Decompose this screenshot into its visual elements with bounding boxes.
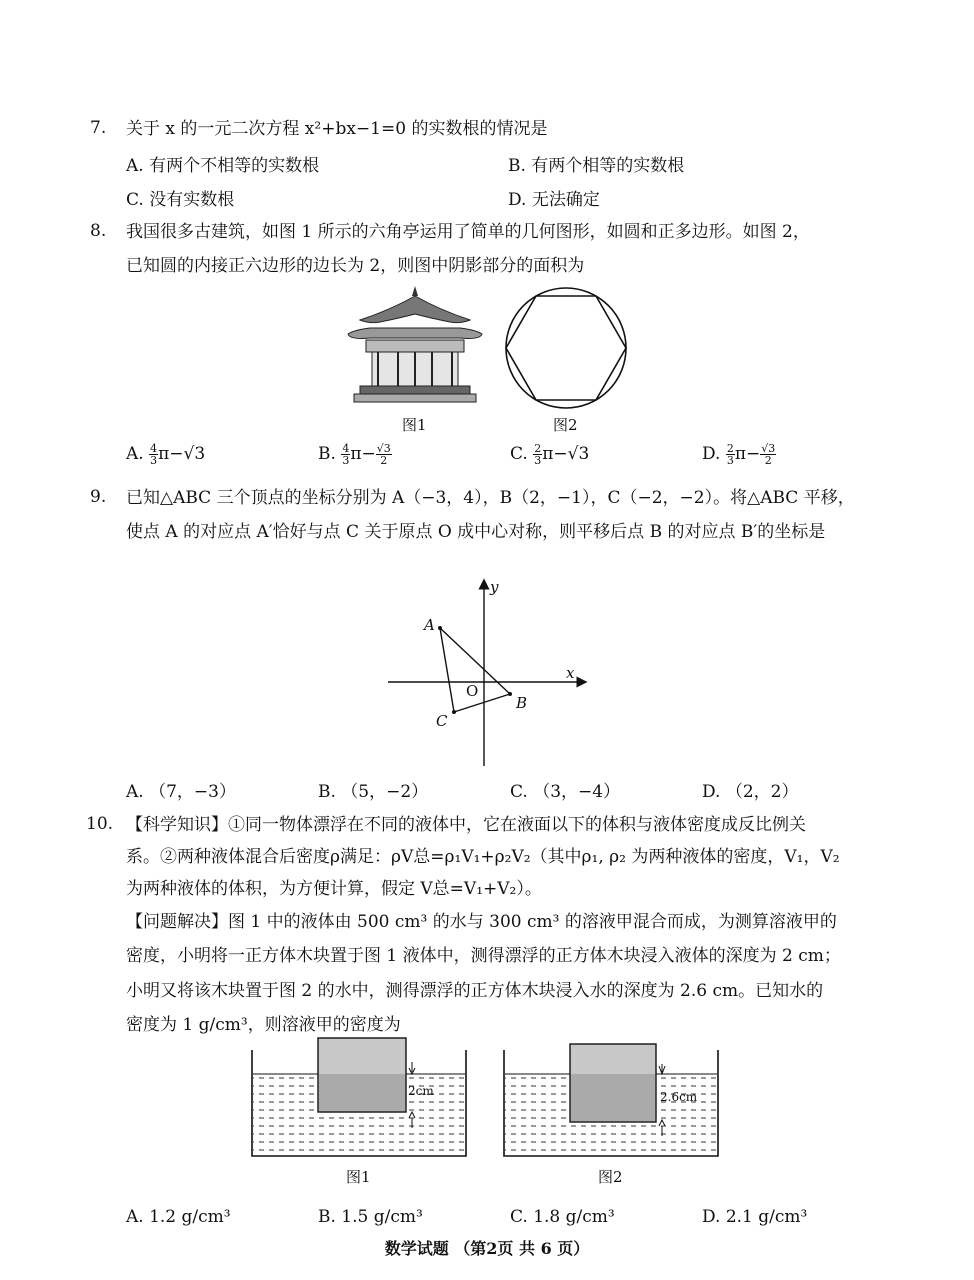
fig1-depth-label: 2cm [408, 1084, 434, 1098]
fig2-depth-label: 2.6cm [660, 1090, 698, 1104]
q8-option-a: A. $\frac{4}{3}$ π−√3 [126, 442, 206, 467]
q7-option-d: D. 无法确定 [508, 190, 600, 210]
point-b-label: B [516, 694, 528, 712]
q10-fig2-caption: 图2 [598, 1168, 623, 1186]
q9-number: 9. [90, 487, 107, 507]
q9-option-a: A. （7，−3） [126, 782, 236, 802]
q10-fig1-caption: 图1 [346, 1168, 371, 1186]
page-footer: 数学试题 （第2页 共 6 页） [384, 1239, 590, 1258]
q9-stem-line1: 已知△ABC 三个顶点的坐标分别为 A（−3，4），B（2，−1），C（−2，−2）。将△ABC 平移， [126, 488, 855, 508]
q8-number: 8. [90, 221, 107, 241]
origin-label: O [466, 682, 479, 700]
q8-option-c: C. $\frac{2}{3}$ π−√3 [510, 442, 590, 467]
q10-line7: 密度为 1 g/cm³，则溶液甲的密度为 [126, 1015, 401, 1035]
q10-line3: 为两种液体的体积，为方便计算，假定 V总=V₁+V₂）。 [126, 879, 542, 899]
q7-option-b: B. 有两个相等的实数根 [508, 156, 685, 176]
pavilion-figure [340, 280, 490, 412]
q9-option-d: D. （2，2） [702, 782, 799, 802]
q10-option-b: B. 1.5 g/cm³ [318, 1207, 423, 1227]
q9-option-b: B. （5，−2） [318, 782, 429, 802]
q8-stem-line1: 我国很多古建筑，如图 1 所示的六角亭运用了简单的几何图形，如圆和正多边形。如图 2， [126, 222, 810, 242]
x-axis-label: x [566, 664, 575, 682]
q7-stem: 关于 x 的一元二次方程 x²+bx−1=0 的实数根的情况是 [126, 119, 548, 139]
q8-stem-line2: 已知圆的内接正六边形的边长为 2，则图中阴影部分的面积为 [126, 256, 585, 276]
q10-number: 10. [86, 814, 114, 834]
q8-fig1-caption: 图1 [402, 416, 427, 434]
q8-fig2-caption: 图2 [553, 416, 578, 434]
coordinate-plane-figure [384, 576, 594, 770]
q10-option-c: C. 1.8 g/cm³ [510, 1207, 615, 1227]
q10-line5: 密度，小明将一正方体木块置于图 1 液体中，测得漂浮的正方体木块浸入液体的深度为 2 cm； [126, 946, 841, 966]
point-a-label: A [424, 616, 435, 634]
q10-option-a: A. 1.2 g/cm³ [126, 1207, 231, 1227]
q9-stem-line2: 使点 A 的对应点 A′恰好与点 C 关于原点 O 成中心对称，则平移后点 B 的对应点 B′的坐标是 [126, 522, 826, 542]
q10-line6: 小明又将该木块置于图 2 的水中，测得漂浮的正方体木块浸入水的深度为 2.6 cm。已知水的 [126, 981, 824, 1001]
q10-line2: 系。②两种液体混合后密度ρ满足：ρV总=ρ₁V₁+ρ₂V₂（其中ρ₁, ρ₂ 为两种液体的密度，V₁，V₂ [126, 847, 840, 867]
point-c-label: C [436, 712, 448, 730]
q8-option-d: D. $\frac{2}{3}$ π− $\frac{√3}{2}$ [702, 442, 776, 467]
q7-number: 7. [90, 118, 107, 138]
q7-option-a: A. 有两个不相等的实数根 [126, 156, 320, 176]
q8-option-b: B. $\frac{4}{3}$ π− $\frac{√3}{2}$ [318, 442, 391, 467]
q7-option-c: C. 没有实数根 [126, 190, 235, 210]
beaker-figure-1 [248, 1034, 470, 1160]
circle-hexagon-figure [502, 284, 630, 412]
q10-line4: 【问题解决】图 1 中的液体由 500 cm³ 的水与 300 cm³ 的溶液甲混合而成，为测算溶液甲的 [126, 912, 837, 932]
y-axis-label: y [490, 578, 499, 596]
q10-option-d: D. 2.1 g/cm³ [702, 1207, 808, 1227]
q10-line1: 【科学知识】①同一物体漂浮在不同的液体中，它在液面以下的体积与液体密度成反比例关 [126, 815, 806, 835]
q9-option-c: C. （3，−4） [510, 782, 621, 802]
